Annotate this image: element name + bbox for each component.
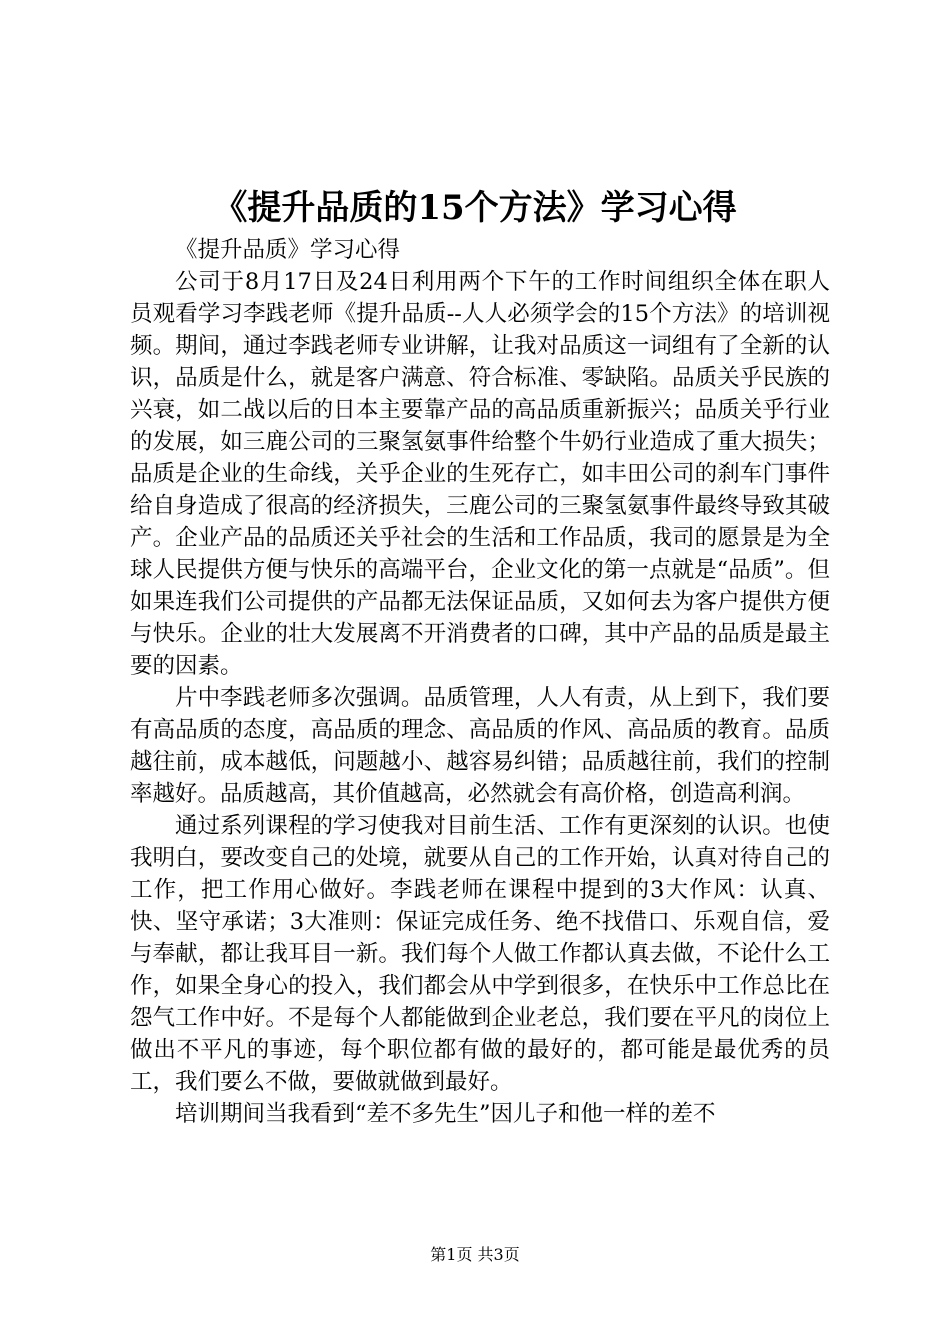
paragraph-4: 培训期间当我看到“差不多先生”因儿子和他一样的差不 xyxy=(175,1101,716,1127)
paragraph-2: 片中李践老师多次强调。品质管理，人人有责，从上到下，我们要有高品质的态度，高品质的理念、高品质的作风、高品质的教育。品质越往前，成本越低，问题越小、越容易纠错；品质越往前，我们的控制率越好。品质越高，其价值越高，必然就会有高价格，创造高利润。 xyxy=(130,685,830,807)
page-number-footer: 第1页 共3页 xyxy=(430,1245,520,1264)
document-title: 《提升品质的15个方法》学习心得 xyxy=(213,188,737,228)
document-body xyxy=(130,234,830,1130)
paragraph-1: 公司于8月17日及24日利用两个下午的工作时间组织全体在职人员观看学习李践老师《提升品质--人人必须学会的15个方法》的培训视频。期间，通过李践老师专业讲解，让我对品质这一词组有了全新的认识，品质是什么，就是客户满意、符合标准、零缺陷。品质关乎民族的兴衰，如二战以后的日本主要靠产品的高品质重新振兴；品质关乎行业的发展，如三鹿公司的三聚氢氨事件给整个牛奶行业造成了重大损失；品质是企业的生命线，关乎企业的生死存亡，如丰田公司的刹车门事件给自身造成了很高的经济损失，三鹿公司的三聚氢氨事件最终导致其破产。企业产品的品质还关乎社会的生活和工作品质，我司的愿景是为全球人民提供方便与快乐的高端平台，企业文化的第一点就是“品质”。但如果连我们公司提供的产品都无法保证品质，又如何去为客户提供方便与快乐。企业的壮大发展离不开消费者的口碑，其中产品的品质是最主要的因素。 xyxy=(130,269,830,679)
paragraph-3: 通过系列课程的学习使我对目前生活、工作有更深刻的认识。也使我明白，要改变自己的处境，就要从自己的工作开始，认真对待自己的工作，把工作用心做好。李践老师在课程中提到的3大作风：认真、快、坚守承诺；3大准则：保证完成任务、绝不找借口、乐观自信，爱与奉献，都让我耳目一新。我们每个人做工作都认真去做，不论什么工作，如果全身心的投入，我们都会从中学到很多，在快乐中工作总比在怨气工作中好。不是每个人都能做到企业老总，我们要在平凡的岗位上做出不平凡的事迹，每个职位都有做的最好的，都可能是最优秀的员工，我们要么不做，要做就做到最好。 xyxy=(130,813,830,1095)
paragraph-subtitle: 《提升品质》学习心得 xyxy=(175,237,401,263)
